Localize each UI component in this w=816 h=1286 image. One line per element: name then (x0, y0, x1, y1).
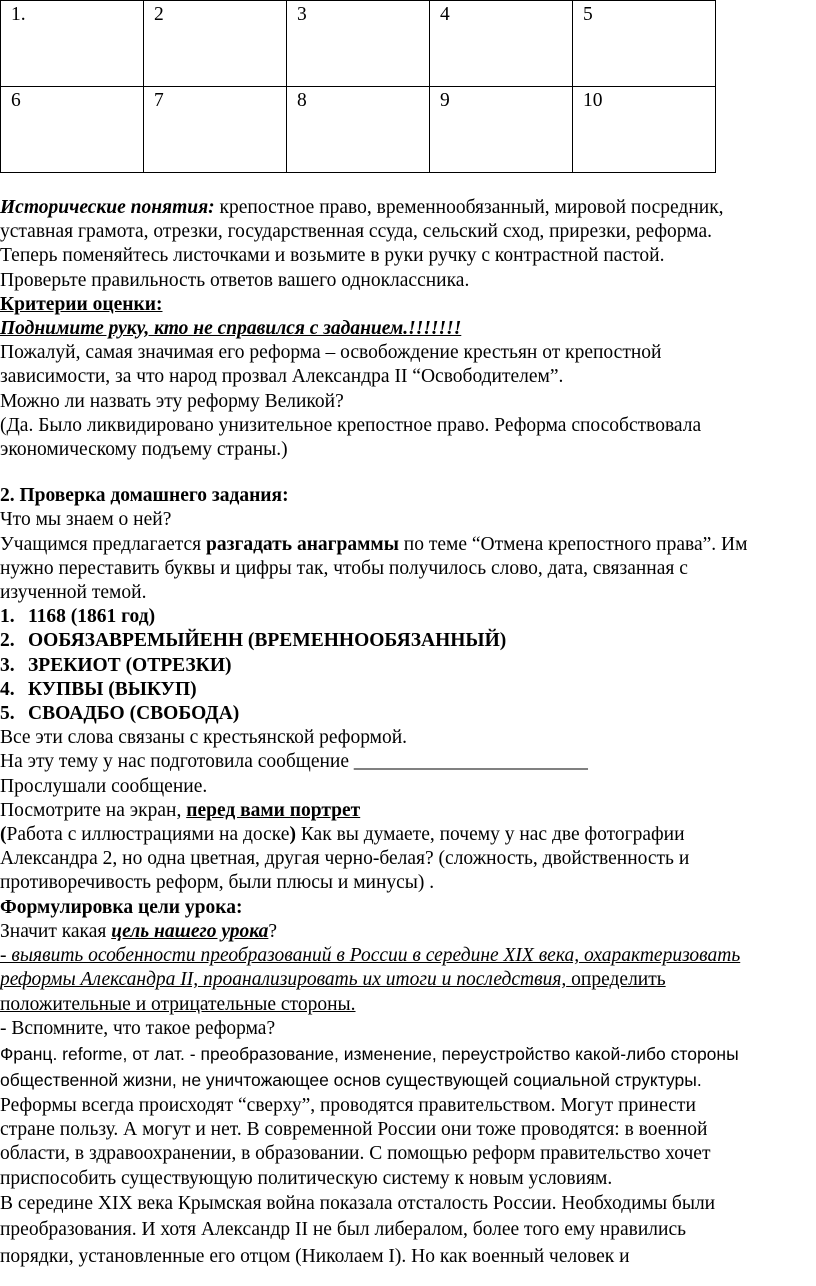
reform-intro-line: (Да. Было ликвидировано унизительное крепостное право. Реформа способствовала (0, 414, 702, 436)
anagram-item (0, 702, 816, 726)
grid-cell: 7 (144, 87, 287, 173)
anagram-text: СВОАДБО (СВОБОДА) (28, 703, 240, 725)
portrait-emphasis: перед вами портрет (186, 799, 361, 821)
concepts-line-3: Теперь поменяйтесь листочками и возьмите в руки ручку с контрастной пастой. (0, 245, 665, 267)
reform-intro-line: экономическому подъему страны.) (0, 439, 288, 461)
concepts-line-2: уставная грамота, отрезки, государственная ссуда, сельский сход, прирезки, реформа. (0, 221, 712, 243)
text-span: ) (289, 824, 296, 846)
report-line (0, 750, 816, 774)
grid-cell: 4 (430, 1, 573, 87)
reform-definition-2: общественной жизни, не уничтожающее основ существующей социальной структуры. (0, 1070, 702, 1091)
anagram-item (0, 654, 816, 678)
anagram-item (0, 678, 816, 702)
explanation-line: приспособить существующую политическую систему к новым условиям. (0, 1167, 613, 1189)
explanation-line: В середине XIX века Крымская война показала отсталость России. Необходимы были (0, 1192, 716, 1214)
illustration-line (0, 823, 816, 847)
raise-hand-line: Поднимите руку, кто не справился с заданием.!!!!!!! (0, 318, 462, 340)
anagram-number: 4. (0, 678, 15, 700)
text-span: Посмотрите на экран, (0, 799, 187, 821)
concepts-line-4: Проверьте правильность ответов вашего одноклассника. (0, 269, 470, 291)
homework-question: Что мы знаем о ней? (0, 509, 172, 531)
homework-heading: 2. Проверка домашнего задания: (0, 485, 289, 507)
report-blank: ________________________ (353, 751, 588, 773)
anagram-text: 1168 (1861 год) (28, 606, 156, 628)
goal-question (0, 920, 816, 944)
text-span: На эту тему у нас подготовила сообщение (0, 751, 354, 773)
reform-intro-line: Можно ли назвать эту реформу Великой? (0, 390, 344, 412)
anagram-text: ЗРЕКИОТ (ОТРЕЗКИ) (28, 654, 232, 676)
concepts-text: крепостное право, временнообязанный, мировой посредник, (214, 197, 724, 218)
spacer (0, 462, 816, 484)
grid-cell: 5 (573, 1, 716, 87)
goal-heading: Формулировка цели урока: (0, 896, 243, 918)
grid-cell: 6 (1, 87, 144, 173)
text-span: Как вы думаете, почему у нас две фотографии (295, 824, 685, 846)
explanation-line: преобразования. И хотя Александр II не был либералом, более того ему нравились (0, 1219, 687, 1241)
grid-row (1, 87, 716, 173)
grid-row (1, 1, 716, 87)
anagram-text: ООБЯЗАВРЕМЫЙЕНН (ВРЕМЕННООБЯЗАННЫЙ) (28, 630, 507, 652)
text-span: определить (566, 969, 666, 991)
anagram-instructions (0, 533, 816, 557)
screen-line (0, 799, 816, 823)
anagram-number: 1. (0, 606, 15, 628)
reform-intro-line: зависимости, за что народ прозвал Александра II “Освободителем”. (0, 366, 564, 388)
document-body (0, 196, 816, 1270)
illustration-line-3: противоречивость реформ, были плюсы и минусы) . (0, 872, 435, 894)
anagram-instructions-2: нужно переставить буквы и цифры так, чтобы получилось слово, дата, связанная с (0, 557, 688, 579)
grid-cell: 2 (144, 1, 287, 87)
grid-cell: 1. (1, 1, 144, 87)
text-span: Значит какая (0, 920, 112, 942)
text-span: по теме “Отмена крепостного права”. Им (398, 533, 748, 555)
anagram-emphasis: разгадать анаграммы (206, 533, 399, 555)
reform-definition: Франц. reforme, от лат. - преобразование, изменение, переустройство какой-либо стороны (0, 1043, 739, 1064)
concepts-label: Исторические понятия: (0, 197, 215, 218)
grid-cell: 3 (287, 1, 430, 87)
grid-cell: 9 (430, 87, 573, 173)
anagram-text: КУПВЫ (ВЫКУП) (28, 678, 197, 700)
listened-line: Прослушали сообщение. (0, 775, 208, 797)
text-span: Учащимся предлагается (0, 533, 207, 555)
explanation-line: стране пользу. А могут и нет. В современной России они тоже проводятся: в военной (0, 1119, 708, 1141)
anagram-item (0, 629, 816, 653)
goal-line-2 (0, 968, 816, 992)
concepts-line (0, 196, 816, 220)
text-span: ? (268, 920, 278, 942)
criteria-heading: Критерии оценки: (0, 293, 163, 315)
text-span: реформы Александра II, проанализировать их итоги и последствия, (0, 969, 567, 991)
anagram-instructions-3: изученной темой. (0, 582, 147, 604)
grid-cell: 8 (287, 87, 430, 173)
answer-grid (0, 0, 716, 173)
anagram-number: 2. (0, 630, 15, 652)
anagram-number: 3. (0, 654, 15, 676)
goal-line: - выявить особенности преобразований в России в середине XIX века, охарактеризовать (0, 945, 741, 967)
explanation-line: порядки, установленные его отцом (Николаем I). Но как военный человек и (0, 1245, 630, 1267)
summary-line: Все эти слова связаны с крестьянской реформой. (0, 727, 408, 749)
goal-emphasis: цель нашего урока (111, 920, 269, 942)
text-span: ( (0, 824, 7, 846)
reform-question: - Вспомните, что такое реформа? (0, 1017, 276, 1039)
explanation-line: Реформы всегда происходят “сверху”, проводятся правительством. Могут принести (0, 1094, 696, 1116)
anagram-number: 5. (0, 703, 15, 725)
goal-line-3: положительные и отрицательные стороны. (0, 993, 356, 1015)
illustration-line-2: Александра 2, но одна цветная, другая черно-белая? (сложность, двойственность и (0, 848, 690, 870)
explanation-line: области, в здравоохранении, в образовании. С помощью реформ правительство хочет (0, 1143, 711, 1165)
reform-intro-line: Пожалуй, самая значимая его реформа – освобождение крестьян от крепостной (0, 342, 662, 364)
grid-cell: 10 (573, 87, 716, 173)
text-span: Работа с иллюстрациями на доске (6, 824, 290, 846)
anagram-item (0, 605, 816, 629)
